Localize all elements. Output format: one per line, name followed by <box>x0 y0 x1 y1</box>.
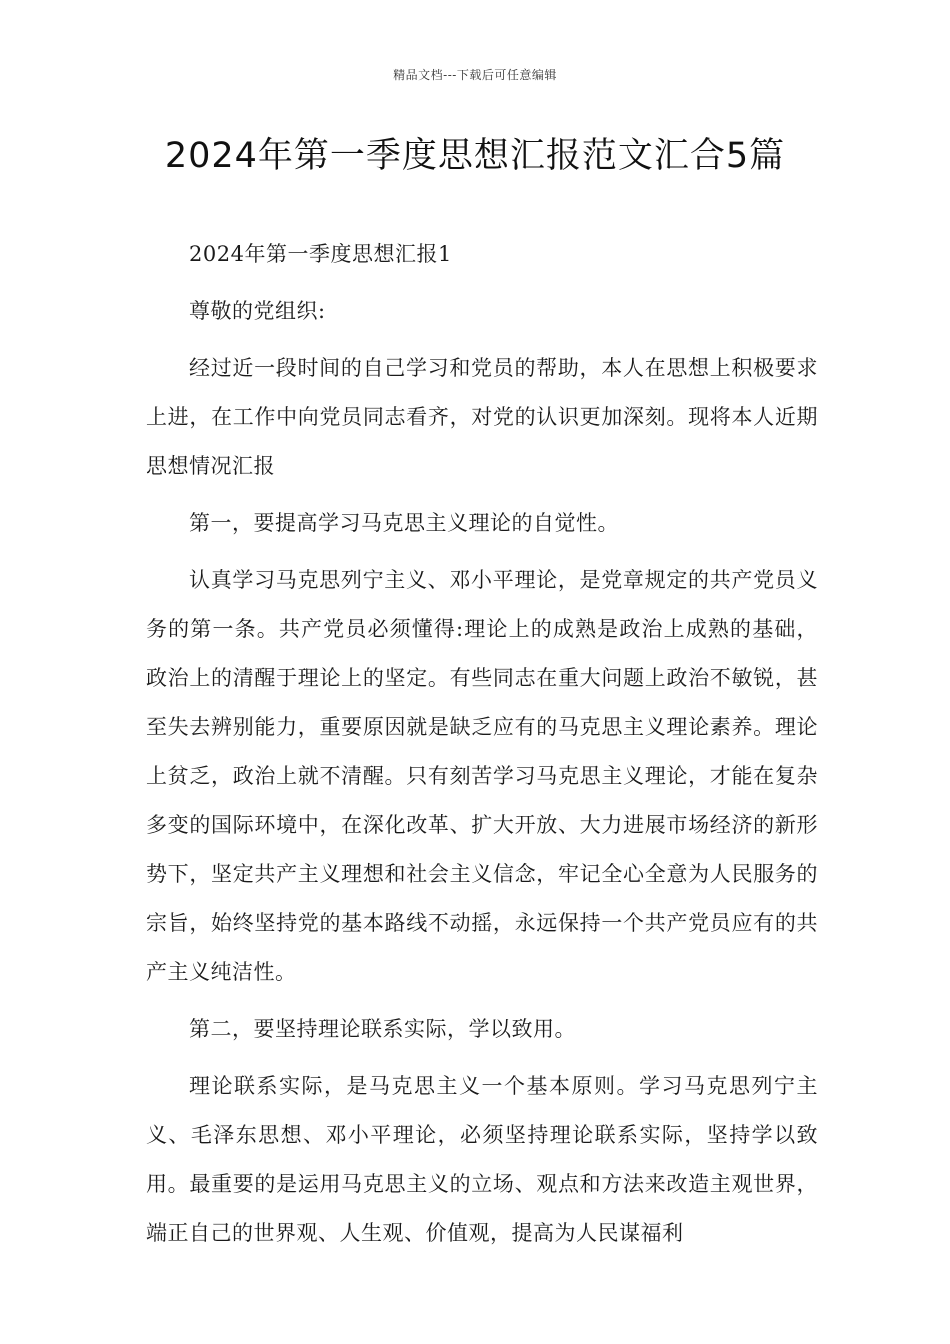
paragraph-point-one-heading: 第一，要提高学习马克思主义理论的自觉性。 <box>189 511 619 535</box>
paragraph-report-heading: 2024年第一季度思想汇报1 <box>189 242 452 266</box>
paragraph-point-two-body: 理论联系实际，是马克思主义一个基本原则。学习马克思列宁主义、毛泽东思想、邓小平理论，必须坚持理论联系实际，坚持学以致用。最重要的是运用马克思主义的立场、观点和方法来改造主观世界，端正自己的世界观、人生观、价值观，提高为人民谋福利 <box>146 1074 818 1245</box>
paragraph-point-one-body: 认真学习马克思列宁主义、邓小平理论，是党章规定的共产党员义务的第一条。共产党员必须懂得:理论上的成熟是政治上成熟的基础，政治上的清醒于理论上的坚定。有些同志在重大问题上政治不敏锐，甚至失去辨别能力，重要原因就是缺乏应有的马克思主义理论素养。理论上贫乏，政治上就不清醒。只有刻苦学习马克思主义理论，才能在复杂多变的国际环境中，在深化改革、扩大开放、大力进展市场经济的新形势下，坚定共产主义理想和社会主义信念，牢记全心全意为人民服务的宗旨，始终坚持党的基本路线不动摇，永远保持一个共产党员应有的共产主义纯洁性。 <box>146 568 818 984</box>
paragraph-salutation: 尊敬的党组织: <box>189 299 326 323</box>
paragraph-point-two-heading: 第二，要坚持理论联系实际，学以致用。 <box>189 1017 576 1041</box>
document-title: 2024年第一季度思想汇报范文汇合5篇 <box>164 136 786 176</box>
paragraph-intro: 经过近一段时间的自己学习和党员的帮助，本人在思想上积极要求上进，在工作中向党员同志看齐，对党的认识更加深刻。现将本人近期思想情况汇报 <box>146 356 818 478</box>
header-note: 精品文档---下载后可任意编辑 <box>393 68 557 82</box>
document-body <box>146 230 818 1266</box>
